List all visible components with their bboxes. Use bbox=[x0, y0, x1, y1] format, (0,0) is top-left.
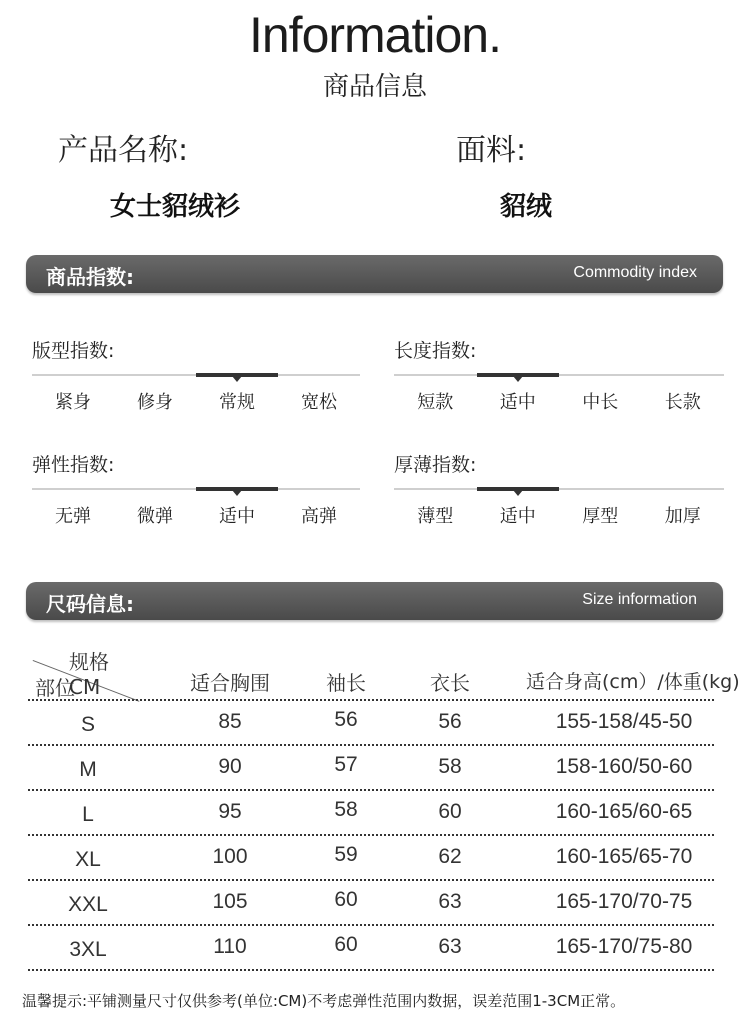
length-option-3: 长款 bbox=[664, 392, 701, 413]
fabric-value: 貂绒 bbox=[500, 192, 553, 222]
size-info-title: 尺码信息: bbox=[46, 592, 134, 616]
cell-fit: 160-165/65-70 bbox=[555, 845, 693, 868]
commodity-index-subtitle: Commodity index bbox=[573, 264, 697, 281]
cell-fit: 165-170/70-75 bbox=[555, 890, 693, 913]
header-bust: 适合胸围 bbox=[190, 671, 270, 695]
cell-bust: 110 bbox=[213, 935, 247, 958]
table-corner-cell bbox=[33, 646, 145, 700]
cell-length: 60 bbox=[438, 800, 462, 823]
cell-fit: 158-160/50-60 bbox=[555, 755, 693, 778]
cell-size: M bbox=[79, 758, 97, 781]
cell-bust: 85 bbox=[218, 710, 242, 733]
cell-bust: 95 bbox=[218, 800, 242, 823]
thickness-selected-notch bbox=[513, 490, 523, 496]
cell-size: L bbox=[82, 803, 94, 826]
elasticity-index-title: 弹性指数: bbox=[32, 454, 115, 476]
cell-fit: 165-170/75-80 bbox=[555, 935, 693, 958]
cell-size: XL bbox=[75, 848, 101, 871]
length-option-0: 短款 bbox=[417, 392, 454, 413]
thickness-option-1: 适中 bbox=[499, 506, 536, 527]
product-name-value: 女士貂绒衫 bbox=[110, 192, 241, 222]
cell-length: 63 bbox=[438, 935, 462, 958]
measurement-note: 温馨提示:平铺测量尺寸仅供参考(单位:CM)不考虑弹性范围内数据，误差范围1-3CM正常。 bbox=[22, 992, 626, 1010]
elasticity-option-3: 高弹 bbox=[301, 506, 337, 527]
length-index-title: 长度指数: bbox=[394, 340, 477, 362]
cell-sleeve: 56 bbox=[334, 708, 358, 731]
title-english: Information. bbox=[248, 7, 501, 63]
cell-length: 62 bbox=[438, 845, 462, 868]
cell-bust: 100 bbox=[212, 845, 248, 868]
elasticity-option-0: 无弹 bbox=[55, 506, 91, 527]
cell-length: 56 bbox=[438, 710, 462, 733]
corner-part-label: 部位 bbox=[35, 676, 75, 700]
table-divider bbox=[28, 699, 714, 701]
cell-sleeve: 60 bbox=[334, 933, 358, 956]
fit-selected-notch bbox=[232, 376, 242, 382]
thickness-option-2: 厚型 bbox=[582, 506, 619, 527]
thickness-index bbox=[394, 450, 724, 530]
fit-option-0: 紧身 bbox=[55, 392, 91, 413]
row-divider bbox=[28, 969, 714, 971]
header-fit: 适合身高(cm）/体重(kg) bbox=[526, 671, 740, 693]
elasticity-selected-notch bbox=[232, 490, 242, 496]
title-chinese: 商品信息 bbox=[322, 72, 427, 102]
cell-size: XXL bbox=[68, 893, 108, 916]
row-divider bbox=[28, 834, 714, 836]
elasticity-option-2: 适中 bbox=[219, 506, 255, 527]
length-index-scale bbox=[394, 374, 724, 376]
cell-sleeve: 58 bbox=[334, 798, 358, 821]
cell-length: 58 bbox=[438, 755, 462, 778]
header-length: 衣长 bbox=[430, 671, 470, 695]
length-selected-notch bbox=[513, 376, 523, 382]
length-index bbox=[394, 336, 724, 416]
cell-fit: 160-165/60-65 bbox=[555, 800, 693, 823]
fabric-label: 面料: bbox=[456, 133, 527, 168]
fit-option-3: 宽松 bbox=[301, 392, 337, 413]
cell-fit: 155-158/45-50 bbox=[555, 710, 693, 733]
cell-sleeve: 59 bbox=[334, 843, 358, 866]
fit-option-2: 常规 bbox=[219, 392, 255, 413]
cell-bust: 90 bbox=[218, 755, 242, 778]
fit-index bbox=[32, 336, 360, 416]
header-sleeve: 袖长 bbox=[326, 671, 366, 695]
cell-sleeve: 57 bbox=[334, 753, 358, 776]
elasticity-index bbox=[32, 450, 360, 530]
elasticity-index-scale bbox=[32, 488, 360, 490]
row-divider bbox=[28, 789, 714, 791]
cell-size: 3XL bbox=[69, 938, 107, 961]
cell-sleeve: 60 bbox=[334, 888, 358, 911]
corner-spec-label: 规格 CM bbox=[69, 650, 109, 699]
fit-index-title: 版型指数: bbox=[32, 340, 115, 362]
row-divider bbox=[28, 744, 714, 746]
elasticity-option-1: 微弹 bbox=[137, 506, 173, 527]
commodity-index-title: 商品指数: bbox=[46, 265, 134, 289]
fit-index-scale bbox=[32, 374, 360, 376]
size-info-subtitle: Size information bbox=[582, 591, 697, 608]
cell-bust: 105 bbox=[212, 890, 248, 913]
thickness-index-scale bbox=[394, 488, 724, 490]
cell-size: S bbox=[80, 713, 95, 736]
thickness-option-3: 加厚 bbox=[664, 506, 701, 527]
thickness-option-0: 薄型 bbox=[417, 506, 454, 527]
size-info-bar bbox=[26, 582, 723, 620]
length-option-1: 适中 bbox=[499, 392, 536, 413]
commodity-index-bar bbox=[26, 255, 723, 293]
cell-length: 63 bbox=[438, 890, 462, 913]
thickness-index-title: 厚薄指数: bbox=[394, 454, 477, 476]
fit-option-1: 修身 bbox=[137, 392, 173, 413]
row-divider bbox=[28, 924, 714, 926]
length-option-2: 中长 bbox=[582, 392, 619, 413]
product-name-label: 产品名称: bbox=[58, 133, 189, 168]
row-divider bbox=[28, 879, 714, 881]
